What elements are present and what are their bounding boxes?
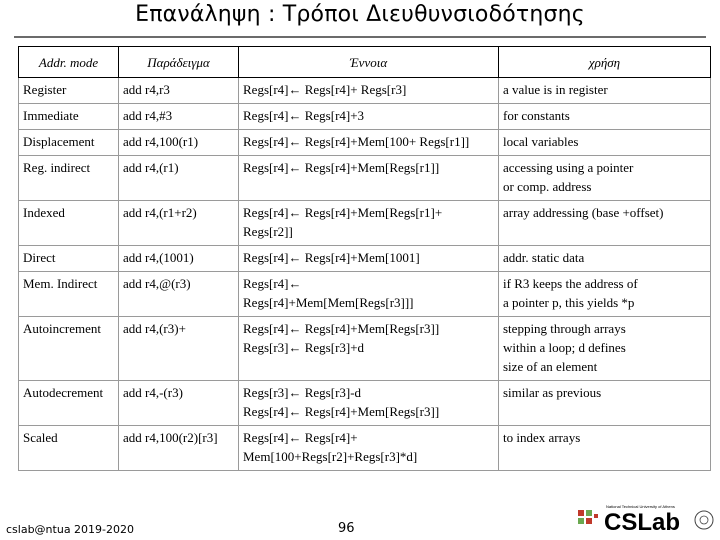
cell-example: add r4,(r1+r2) — [119, 201, 239, 246]
cell-meaning-line: Regs[r4]← Regs[r4]+Mem[Regs[r3]] — [243, 404, 440, 419]
cell-meaning-line: Regs[r4]← Regs[r4]+3 — [243, 108, 365, 123]
cell-meaning — [239, 78, 499, 104]
cell-use-line: a value is in register — [503, 82, 608, 97]
table-body — [19, 78, 711, 471]
cell-use-line: similar as previous — [503, 385, 602, 400]
table-header-row — [19, 47, 711, 78]
table-row — [19, 246, 711, 272]
cell-example: add r4,#3 — [119, 104, 239, 130]
table-row — [19, 381, 711, 426]
page-number: 96 — [338, 521, 355, 536]
cell-meaning-line: Regs[r4]← Regs[r4]+Mem[100+ Regs[r1]] — [243, 134, 470, 149]
cell-meaning — [239, 104, 499, 130]
header-meaning: Έννοια — [239, 47, 499, 78]
cell-use — [499, 104, 711, 130]
addressing-modes-table — [18, 46, 711, 471]
table-row — [19, 426, 711, 471]
cell-meaning-line: Regs[r4]← — [243, 276, 302, 291]
cell-meaning — [239, 272, 499, 317]
cell-use — [499, 78, 711, 104]
cell-addr-mode: Scaled — [19, 426, 119, 471]
cell-use — [499, 156, 711, 201]
cell-use-line: within a loop; d defines — [503, 340, 626, 355]
cell-use — [499, 317, 711, 381]
cell-use-line: stepping through arrays — [503, 321, 626, 336]
cell-meaning-line: Regs[r4]← Regs[r4]+Mem[Regs[r1]+ — [243, 205, 443, 220]
cell-addr-mode: Register — [19, 78, 119, 104]
cell-use-line: addr. static data — [503, 250, 585, 265]
logo-seal-icon — [695, 511, 713, 529]
table-row — [19, 201, 711, 246]
cell-meaning-line: Regs[r3]← Regs[r3]-d — [243, 385, 362, 400]
cell-meaning — [239, 317, 499, 381]
cell-example: add r4,r3 — [119, 78, 239, 104]
cell-example: add r4,(1001) — [119, 246, 239, 272]
slide-title: Επανάληψη : Τρόποι Διευθυνσιοδότησης — [135, 2, 585, 27]
cell-use — [499, 272, 711, 317]
cell-meaning-line: Regs[r3]← Regs[r3]+d — [243, 340, 365, 355]
cell-addr-mode: Reg. indirect — [19, 156, 119, 201]
cell-meaning — [239, 381, 499, 426]
table-row — [19, 130, 711, 156]
logo-subtitle: National Technical University of Athens — [606, 504, 675, 509]
cell-use — [499, 426, 711, 471]
cell-use — [499, 130, 711, 156]
cell-use-line: local variables — [503, 134, 579, 149]
table-row — [19, 272, 711, 317]
header-addr-mode: Addr. mode — [19, 47, 119, 78]
cslab-logo-icon — [576, 500, 716, 538]
header-example: Παράδειγμα — [119, 47, 239, 78]
cell-meaning-line: Regs[r2]] — [243, 224, 293, 239]
cell-use — [499, 246, 711, 272]
cell-addr-mode: Displacement — [19, 130, 119, 156]
cell-addr-mode: Indexed — [19, 201, 119, 246]
cell-meaning-line: Regs[r4]← Regs[r4]+ — [243, 430, 358, 445]
cell-use-line: to index arrays — [503, 430, 581, 445]
cell-meaning-line: Regs[r4]← Regs[r4]+Mem[Regs[r3]] — [243, 321, 440, 336]
cell-use-line: accessing using a pointer — [503, 160, 634, 175]
cell-use-line: size of an element — [503, 359, 598, 374]
cell-use-line: a pointer p, this yields *p — [503, 295, 635, 310]
cell-meaning-line: Mem[100+Regs[r2]+Regs[r3]*d] — [243, 449, 418, 464]
cell-example: add r4,100(r1) — [119, 130, 239, 156]
cell-example: add r4,(r3)+ — [119, 317, 239, 381]
cell-example: add r4,@(r3) — [119, 272, 239, 317]
header-use: χρήση — [499, 47, 711, 78]
cell-use — [499, 201, 711, 246]
cell-use-line: if R3 keeps the address of — [503, 276, 638, 291]
cell-example: add r4,(r1) — [119, 156, 239, 201]
table-row — [19, 156, 711, 201]
cell-addr-mode: Autoincrement — [19, 317, 119, 381]
cell-example: add r4,100(r2)[r3] — [119, 426, 239, 471]
cell-addr-mode: Direct — [19, 246, 119, 272]
title-divider — [14, 36, 706, 38]
logo-wordmark: CSLab — [604, 509, 681, 536]
cell-meaning-line: Regs[r4]← Regs[r4]+Mem[Regs[r1]] — [243, 160, 440, 175]
cell-addr-mode: Immediate — [19, 104, 119, 130]
table-row — [19, 317, 711, 381]
footer-credit: cslab@ntua 2019-2020 — [6, 523, 135, 536]
logo-emblem — [578, 510, 598, 524]
cell-meaning — [239, 201, 499, 246]
cell-meaning — [239, 130, 499, 156]
cell-use-line: or comp. address — [503, 179, 592, 194]
cell-meaning-line: Regs[r4]← Regs[r4]+Mem[1001] — [243, 250, 420, 265]
cell-example: add r4,-(r3) — [119, 381, 239, 426]
cell-meaning-line: Regs[r4]+Mem[Mem[Regs[r3]]] — [243, 295, 414, 310]
table-row — [19, 104, 711, 130]
cell-meaning-line: Regs[r4]← Regs[r4]+ Regs[r3] — [243, 82, 407, 97]
cell-meaning — [239, 246, 499, 272]
cell-meaning — [239, 156, 499, 201]
cell-use-line: array addressing (base +offset) — [503, 205, 664, 220]
cell-use-line: for constants — [503, 108, 570, 123]
table-row — [19, 78, 711, 104]
cell-meaning — [239, 426, 499, 471]
cell-addr-mode: Mem. Indirect — [19, 272, 119, 317]
cell-addr-mode: Autodecrement — [19, 381, 119, 426]
cell-use — [499, 381, 711, 426]
